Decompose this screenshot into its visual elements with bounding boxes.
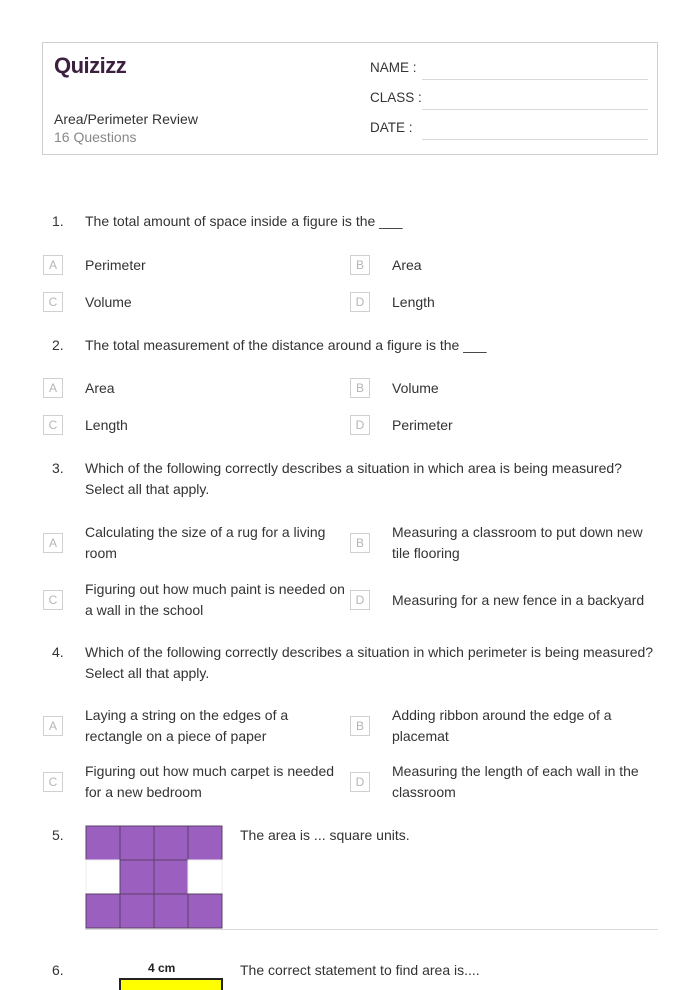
grid-square: [120, 894, 154, 928]
class-field[interactable]: [370, 90, 648, 110]
q4-option-b-letter[interactable]: B: [350, 716, 370, 736]
q2-option-a-text: Area: [85, 380, 115, 396]
q1-option-a-letter[interactable]: A: [43, 255, 63, 275]
q4-option-b-text: Adding ribbon around the edge of a placemat: [392, 707, 612, 744]
q4-option-a-text: Laying a string on the edges of a rectangle on a piece of paper: [85, 707, 289, 744]
question-1-text: The total amount of space inside a figure is the ___: [85, 213, 403, 229]
q3-option-b-letter[interactable]: B: [350, 533, 370, 553]
name-label: NAME :: [370, 60, 417, 75]
grid-square-empty: [188, 860, 222, 894]
grid-square-empty: [86, 860, 120, 894]
q1-option-b-text: Area: [392, 257, 422, 273]
q3-option-d-text: Measuring for a new fence in a backyard: [392, 592, 645, 608]
question-5-number: 5.: [52, 827, 64, 843]
q2-option-a-letter[interactable]: A: [43, 378, 63, 398]
question-2-number: 2.: [52, 337, 64, 353]
question-4-number: 4.: [52, 644, 64, 660]
q3-option-c-letter[interactable]: C: [43, 590, 63, 610]
q2-option-b-letter[interactable]: B: [350, 378, 370, 398]
worksheet-header: [42, 42, 658, 155]
question-1-number: 1.: [52, 213, 64, 229]
q3-option-c-text: Figuring out how much paint is needed on a wall in the school: [85, 581, 345, 618]
q1-option-d-letter[interactable]: D: [350, 292, 370, 312]
date-line: [422, 139, 648, 140]
question-4-text: Which of the following correctly describes a situation in which perimeter is being measured? Select all that apply.: [85, 644, 654, 681]
q3-option-a-text: Calculating the size of a rug for a living room: [85, 524, 326, 561]
question-3-number: 3.: [52, 460, 64, 476]
q4-option-c-letter[interactable]: C: [43, 772, 63, 792]
q1-option-c-letter[interactable]: C: [43, 292, 63, 312]
q4-option-a-letter[interactable]: A: [43, 716, 63, 736]
grid-square: [154, 860, 188, 894]
grid-square: [86, 826, 120, 860]
grid-square: [188, 826, 222, 860]
question-6-text: The correct statement to find area is....: [240, 962, 480, 978]
question-count: 16 Questions: [54, 129, 137, 145]
grid-square: [188, 894, 222, 928]
name-field[interactable]: [370, 60, 648, 80]
q1-option-c-text: Volume: [85, 294, 132, 310]
q3-option-a-letter[interactable]: A: [43, 533, 63, 553]
q2-option-d-text: Perimeter: [392, 417, 453, 433]
question-5-text: The area is ... square units.: [240, 827, 410, 843]
grid-square: [120, 826, 154, 860]
q3-option-b-text: Measuring a classroom to put down new tile flooring: [392, 524, 643, 561]
date-label: DATE :: [370, 120, 413, 135]
quizizz-logo: Quizizz: [54, 53, 127, 78]
worksheet-title: Area/Perimeter Review: [54, 111, 198, 127]
q4-option-d-letter[interactable]: D: [350, 772, 370, 792]
q4-option-d-text: Measuring the length of each wall in the classroom: [392, 763, 639, 800]
q2-option-b-text: Volume: [392, 380, 439, 396]
grid-square: [154, 894, 188, 928]
rectangle-width-label: 4 cm: [148, 961, 176, 975]
question-2-text: The total measurement of the distance around a figure is the ___: [85, 337, 487, 353]
q4-option-c-text: Figuring out how much carpet is needed for a new bedroom: [85, 763, 335, 800]
question-divider: [85, 929, 658, 930]
date-field[interactable]: [370, 120, 648, 140]
q2-option-c-letter[interactable]: C: [43, 415, 63, 435]
q2-option-d-letter[interactable]: D: [350, 415, 370, 435]
grid-square: [154, 826, 188, 860]
grid-square: [86, 894, 120, 928]
question-3-text: Which of the following correctly describes a situation in which area is being measured? Select all that apply.: [85, 460, 622, 497]
class-label: CLASS :: [370, 90, 422, 105]
q1-option-a-text: Perimeter: [85, 257, 146, 273]
yellow-rectangle-figure: [119, 978, 223, 990]
q2-option-c-text: Length: [85, 417, 128, 433]
grid-square: [120, 860, 154, 894]
q1-option-b-letter[interactable]: B: [350, 255, 370, 275]
q1-option-d-text: Length: [392, 294, 435, 310]
q3-option-d-letter[interactable]: D: [350, 590, 370, 610]
area-grid-figure: [85, 825, 223, 929]
name-line: [422, 79, 648, 80]
question-6-number: 6.: [52, 962, 64, 978]
class-line: [422, 109, 648, 110]
